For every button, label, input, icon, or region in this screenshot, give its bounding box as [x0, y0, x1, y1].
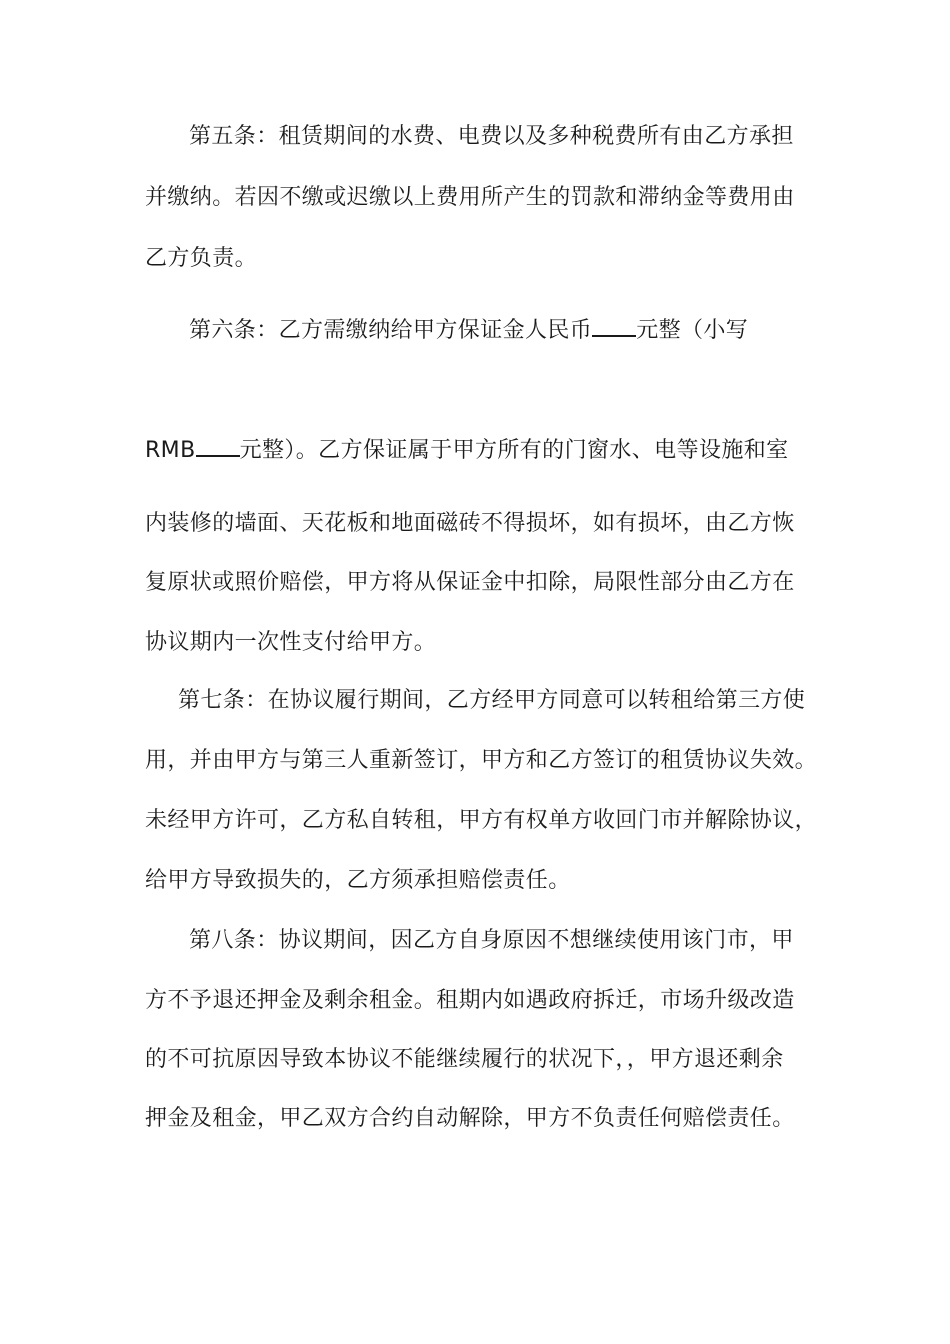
- article-7-line-1: 第七条：在协议履行期间，乙方经甲方同意可以转租给第三方使: [178, 688, 806, 713]
- article-6-line-3: 内装修的墙面、天花板和地面磁砖不得损坏，如有损坏，由乙方恢: [145, 511, 795, 536]
- deposit-rmb-blank: [196, 433, 240, 457]
- article-8-line-1: 第八条：协议期间，因乙方自身原因不想继续使用该门市，甲: [189, 928, 794, 953]
- article-6-line-2-text-b: 元整）。乙方保证属于甲方所有的门窗水、电等设施和室: [239, 438, 789, 463]
- article-6-line-1: [189, 313, 748, 346]
- article-8-line-3: 的不可抗原因导致本协议不能继续履行的状况下，，甲方退还剩余: [145, 1047, 784, 1072]
- article-5-line-1: 第五条：租赁期间的水费、电费以及多种税费所有由乙方承担: [189, 124, 794, 149]
- article-5-line-2: 并缴纳。若因不缴或迟缴以上费用所产生的罚款和滞纳金等费用由: [145, 185, 795, 210]
- article-7-line-2: 用，并由甲方与第三人重新签订，甲方和乙方签订的租赁协议失效。: [145, 748, 818, 773]
- article-6-line-5: 协议期内一次性支付给甲方。: [145, 630, 437, 655]
- deposit-amount-blank: [592, 313, 636, 337]
- article-7-line-4: 给甲方导致损失的，乙方须承担赔偿责任。: [145, 868, 571, 893]
- article-8-line-2: 方不予退还押金及剩余租金。租期内如遇政府拆迁，市场升级改造: [145, 988, 795, 1013]
- article-6-line-2: [145, 433, 789, 466]
- article-8-line-4: 押金及租金，甲乙双方合约自动解除，甲方不负责任何赔偿责任。: [145, 1106, 795, 1131]
- article-6-line-4: 复原状或照价赔偿，甲方将从保证金中扣除，局限性部分由乙方在: [145, 570, 795, 595]
- article-6-line-2-text-a: RMB: [145, 438, 196, 463]
- article-6-line-1-text-b: 元整（小写: [636, 318, 749, 343]
- article-5-line-3: 乙方负责。: [145, 246, 258, 271]
- article-6-line-1-text-a: 第六条：乙方需缴纳给甲方保证金人民币: [189, 318, 593, 343]
- article-7-line-3: 未经甲方许可，乙方私自转租，甲方有权单方收回门市并解除协议，: [145, 808, 818, 833]
